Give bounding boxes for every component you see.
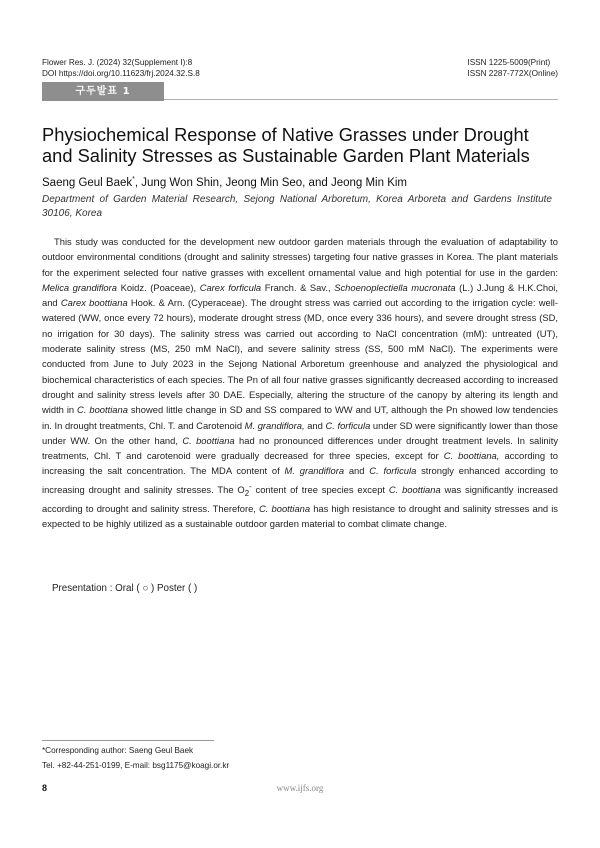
species-name: Carex forficula — [199, 281, 262, 293]
species-name: M. grandiflora — [284, 465, 345, 477]
issn-print: ISSN 1225-5009(Print) — [467, 58, 551, 67]
affiliation: Department of Garden Material Research, Sejong National Arboretum, Korea Arboreta and Gardens Institute 30106, Korea — [42, 194, 552, 219]
abstract-text: showed little change in SD and SS compared to WW and UT, although the Pn showed low tendencies in. In drought treatments, Chl. T. and Carotenoid — [42, 404, 558, 431]
other-authors: , Jung Won Shin, Jeong Min Seo, and Jeong Min Kim — [134, 176, 407, 189]
section-divider — [164, 99, 558, 100]
section-band: 구두발표 1 — [42, 82, 164, 101]
abstract-text: content of tree species except — [251, 483, 389, 495]
issn-online: ISSN 2287-772X(Online) — [467, 69, 558, 78]
species-name: C. boottiana, — [443, 450, 500, 462]
corresponding-author: *Corresponding author: Saeng Geul Baek — [42, 746, 194, 755]
footnote-divider — [42, 740, 214, 741]
corresponding-mark: * — [132, 176, 135, 183]
abstract-text: according to increasing the salt concentration. The MDA content of — [42, 450, 558, 477]
abstract-text: Hook. & Arn. (Cyperaceae). The drought stress was carried out according to the irrigation cycle: well-watered (WW, once every 72 hours), moderate drought stress (MD, once every 336 hours), and severe drought stress (SD, no irrigation for 30 days). The salinity stress was carried out according to NaCl concentration (mM): untreated (UT), moderate salinity stress (MS, 250 mM NaCl), and severe salinity stress (SS, 500 mM NaCl). The experiments were conducted from June to July 2023 in the Sejong National Arboretum greenhouse and analyzed the physiological and biochemical characteristics of each species. The Pn of all four native grasses significantly decreased according to increased drought and salinity stress levels after 30 DAE. Especially, altering the structure of the canopy by altering its length and width in — [42, 297, 558, 416]
abstract-text: Franch. & Sav., — [261, 281, 335, 293]
species-name: C. forficula — [325, 419, 371, 431]
species-name: C. boottiana — [259, 503, 311, 515]
abstract-text: under SD were significantly lower than those under WW. On the other hand, — [42, 419, 559, 446]
abstract-text: was significantly increased according to drought and salinity stress. Therefore, — [42, 483, 558, 515]
species-name: C. forficula — [369, 465, 417, 477]
species-name: Schoenoplectiella mucronata — [334, 281, 456, 293]
abstract-text: Koidz. (Poaceae), — [116, 281, 200, 293]
paper-title: Physiochemical Response of Native Grasses under Drought and Salinity Stresses as Sustainable Garden Plant Materials — [42, 124, 530, 166]
superscript: - — [249, 481, 252, 491]
abstract-text: and — [304, 419, 326, 431]
species-name: Carex boottiana — [60, 297, 128, 309]
species-name: C. boottiana — [77, 404, 128, 416]
contact-info: Tel. +82-44-251-0199, E-mail: bsg1175@koagi.or.kr — [42, 761, 230, 770]
abstract-text: (L.) J.Jung & H.K.Choi, and — [42, 281, 558, 309]
journal-header — [42, 57, 200, 79]
doi-link[interactable]: DOI https://doi.org/10.11623/frj.2024.32.S.8 — [42, 69, 200, 78]
abstract-text: This study was conducted for the development new outdoor garden materials through the evaluation of adaptability to outdoor environmental conditions (drought and salinity stresses) targeting four native grasses in Korea. The plant materials for the experiment selected four native grasses with excellent ornamental value and high potential for use in the garden: — [42, 236, 558, 278]
page-number: 8 — [42, 783, 48, 793]
species-name: C. boottiana — [182, 434, 235, 446]
presentation-type: Presentation : Oral ( ○ ) Poster ( ) — [52, 583, 198, 594]
first-author: Saeng Geul Baek — [42, 176, 133, 189]
species-name: Melica grandiflora — [42, 281, 117, 293]
abstract-text: strongly enhanced according to increasing drought and salinity stresses. The O — [42, 465, 558, 495]
subscript: 2 — [244, 488, 250, 498]
abstract-text: and — [344, 465, 370, 477]
author-list — [42, 176, 407, 189]
issn-header — [467, 57, 558, 79]
species-name: C. boottiana — [388, 483, 441, 495]
abstract-text: had no pronounced differences under drought treatment levels. In salinity treatments, Chl. T and carotenoid were gradually decreased for three species, except for — [42, 434, 559, 462]
journal-citation: Flower Res. J. (2024) 32(Supplement I):8 — [42, 58, 193, 67]
abstract-body — [42, 234, 558, 532]
website-link[interactable]: www.ijfs.org — [276, 783, 324, 793]
species-name: M. grandiflora, — [244, 419, 305, 431]
abstract-text: has high resistance to drought and salinity stresses and is expected to be highly utilized as a sustainable outdoor garden material to combat climate change. — [42, 503, 558, 530]
